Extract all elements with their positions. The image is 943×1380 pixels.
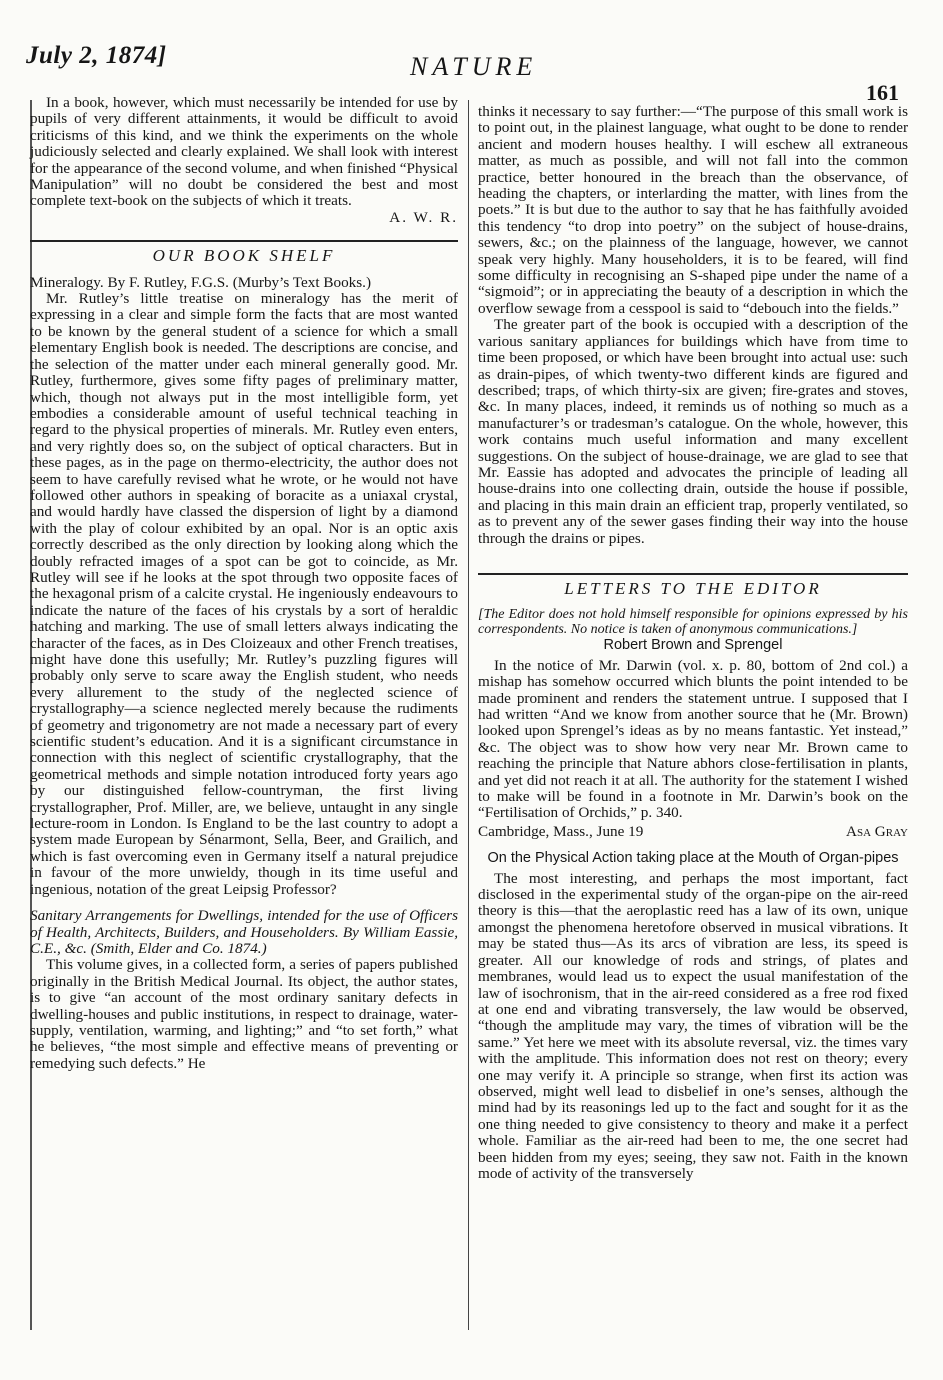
column-divider (468, 100, 469, 1330)
letter2-title: On the Physical Action taking place at the Mouth of Organ-pipes (487, 850, 899, 867)
letter2-body: The most interesting, and perhaps the most important, fact disclosed in the experimental study of the organ-pipe on the air-reed theory is this—that the aeroplastic reed has a law of its own, unique amongst the phenomena heretofore observed in musical vibrations. It may be stated thus—As its arcs of vibration are less, its speed is greater. All our knowledge of rods and strings, of plates and membranes, would lead us to expect the usual manifestation of the law of isochronism, that in the air-reed considered as a free rod fixed at one end and vibrating transversely, the law would be observed, “though the amplitude may vary, the times of vibration will be the same.” Yet here we meet with its absolute reversal, viz. the times vary with the amplitude. This information does not rest on theory; every one may verify it. A principle so strange, when first its action was observed, might well lead to disbelief in one’s senses, although the mind had by its reasonings led up to the fact and sought for it as the one thing needed to give consistency to theory and make it a perfect whole. Familiar as the air-reed had been to me, the one secret had been hidden from my eyes; seeing, they saw not. Faith in the known mode of activity of the transversely (478, 869, 908, 1182)
section-rule (30, 240, 458, 242)
book2-heading: Sanitary Arrangements for Dwellings, intended for the use of Officers of Health, Architects, Builders, and Householders. By William Eassie, C.E., &c. (Smith, Elder and Co. 1874.) (30, 907, 458, 957)
letters-rule (478, 573, 908, 575)
review-end-paragraph: In a book, however, which must necessarily be intended for use by pupils of very different attainments, it would be difficult to avoid criticisms of this kind, and we think the experiments on the whole judiciously selected and clearly explained. We shall look with interest for the appearance of the second volume, and when finished “Physical Manipulation” will no doubt be considered the best and most complete text-book on the subjects of which it treats. (30, 94, 458, 210)
editor-note: [The Editor does not hold himself responsible for opinions expressed by his correspondents. No notice is taken of anonymous communications.] (478, 607, 908, 638)
letter1-body: In the notice of Mr. Darwin (vol. x. p. 80, bottom of 2nd col.) a mishap has somehow occurred which blunts the point intended to be made prominent and renders the statement untrue. I supposed that I had written “And we know from another source that he (Mr. Brown) looked upon Sprengel’s ideas as by no means fantastic. Yet instead,” &c. The object was to show how very near Mr. Brown came to reaching the principle that Nature abhors close-fertilisation in plants, and yet did not reach it at all. The authority for the statement I wished to make will be found in a footnote in Mr. Darwin’s book on the “Fertilisation of Orchids,” p. 340. (478, 656, 908, 822)
letter1-place: Cambridge, Mass., June 19 (478, 822, 644, 840)
page-header (0, 0, 943, 105)
right-column (478, 104, 908, 1182)
issue-date: July 2, 1874] (26, 42, 167, 69)
review-signature: A. W. R. (389, 208, 458, 226)
book1-review: Mr. Rutley’s little treatise on mineralogy has the merit of expressing in a clear and simple form the facts that are most wanted to be known by the general student of a science for which a small elementary English book is needed. The descriptions are concise, and the selection of the matter under each mineral generally good. Mr. Rutley, furthermore, gives some fifty pages of preliminary matter, which, though not always put in the most intelligible form, yet embodies a considerable amount of useful technical teaching in regard to the physical properties of minerals. Mr. Rutley even enters, and very rightly does so, on the subject of optical characters. But in these pages, as in the page on thermo-electricity, the author does not seem to have carefully revised what he wrote, or he would not have followed other authors in speaking of boracite as a uniaxal crystal, and would hardly have classed the dispersion of light by a diamond with the play of colour exhibited by an opal. Nor is an optic axis correctly described as the only direction by looking along which the doubly refracted images of a spot can be got to coincide, as Mr. Rutley will see if he looks at the spot through two opposite faces of the hexagonal prism of a calcite crystal. He ingeniously endeavours to indicate the nature of the faces of his crystals by a sort of heraldic hatching and marking. The use of small letters always indicating the character of the faces, as in Des Cloizeaux and other French treatises, might have done this usefully; Mr. Rutley’s puzzling figures will probably only serve to scare away the English student, who needs every allurement to the study of the neglected science of crystallography—a science neglected merely because the rudiments of geometry and trigonometry are not made a necessary part of every scientific student’s education. And it is a significant circumstance in connection with this neglect of scientific crystallography, that the geometrical methods and simple notation introduced forty years ago by our distinguished fellow-countryman, the first living crystallographer, Prof. Miller, are, we believe, untaught in any single lecture-room in London. Is England to be the last country to adopt a system made European by Sénarmont, Sella, Beer, and Grailich, and which is fast overcoming even in Germany itself a natural prejudice in favour of the more unwieldy, though in its time useful and ingenious, notation of the great Leipsig Professor? (30, 290, 458, 898)
book-shelf-title: OUR BOOK SHELF (152, 246, 336, 266)
book1-heading: Mineralogy. By F. Rutley, F.G.S. (Murby’s Text Books.) (30, 273, 372, 291)
letter1-signoff (478, 824, 908, 840)
page-number: 161 (866, 80, 899, 105)
book2-review: This volume gives, in a collected form, a series of papers published originally in the British Medical Journal. Its object, the author states, is to give “an account of the most ordinary sanitary defects in dwelling-houses and public institutions, in respect to drainage, water-supply, ventilation, warming, and lighting;” and “to set forth,” what he believes, “the most simple and effective means of preventing or remedying such defects.” He (30, 956, 458, 1072)
letter1-author: Asa Gray (845, 822, 908, 840)
letters-title: LETTERS TO THE EDITOR (564, 578, 822, 598)
left-column (30, 95, 458, 1072)
letter1-title: Robert Brown and Sprengel (603, 637, 783, 654)
book2-review-continued: thinks it necessary to say further:—“The purpose of this small work is to point out, in the plainest language, what ought to be done to render ancient and modern houses healthy. I will eschew all extraneous matter, as much as possible, and will not fall into the common practice, better honoured in the breach than the observance, of heading the chapters, or interlarding the matter, with lines from the poets.” It is but due to the author to say that he has faithfully avoided this tendency “to drop into poetry” on the subject of house-drains, sewers, &c.; on the plainness of the language, however, we cannot speak very highly. Many householders, it is to be feared, will find some difficulty in recognising an S-shaped pipe under the name of a “sigmoid”; or in appreciating the beauty of a description in which the overflow sewage from a cesspool is said to “debouch into the fields.” (478, 103, 908, 317)
book2-review-continued-2: The greater part of the book is occupied with a description of the various sanitary appliances for buildings which have from time to time been proposed, or which have been brought into actual use: such as drain-pipes, of which twenty-two different kinds are figured and described; traps, of which thirty-six are given; fire-grates and stoves, &c. In many places, indeed, it reminds us of nothing so much as a manufacturer’s or tradesman’s catalogue. On the whole, however, this work contains much useful information and many excellent suggestions. On the subject of house-drainage, we are glad to see that Mr. Eassie has adopted and advocates the principle of leading all house-drains into one collecting drain, outside the house if possible, and placing in this main drain an efficient trap, properly ventilated, so as to prevent any of the sewer gases finding their way into the house through the drains or pipes. (478, 316, 908, 547)
journal-title: NATURE (410, 52, 538, 81)
